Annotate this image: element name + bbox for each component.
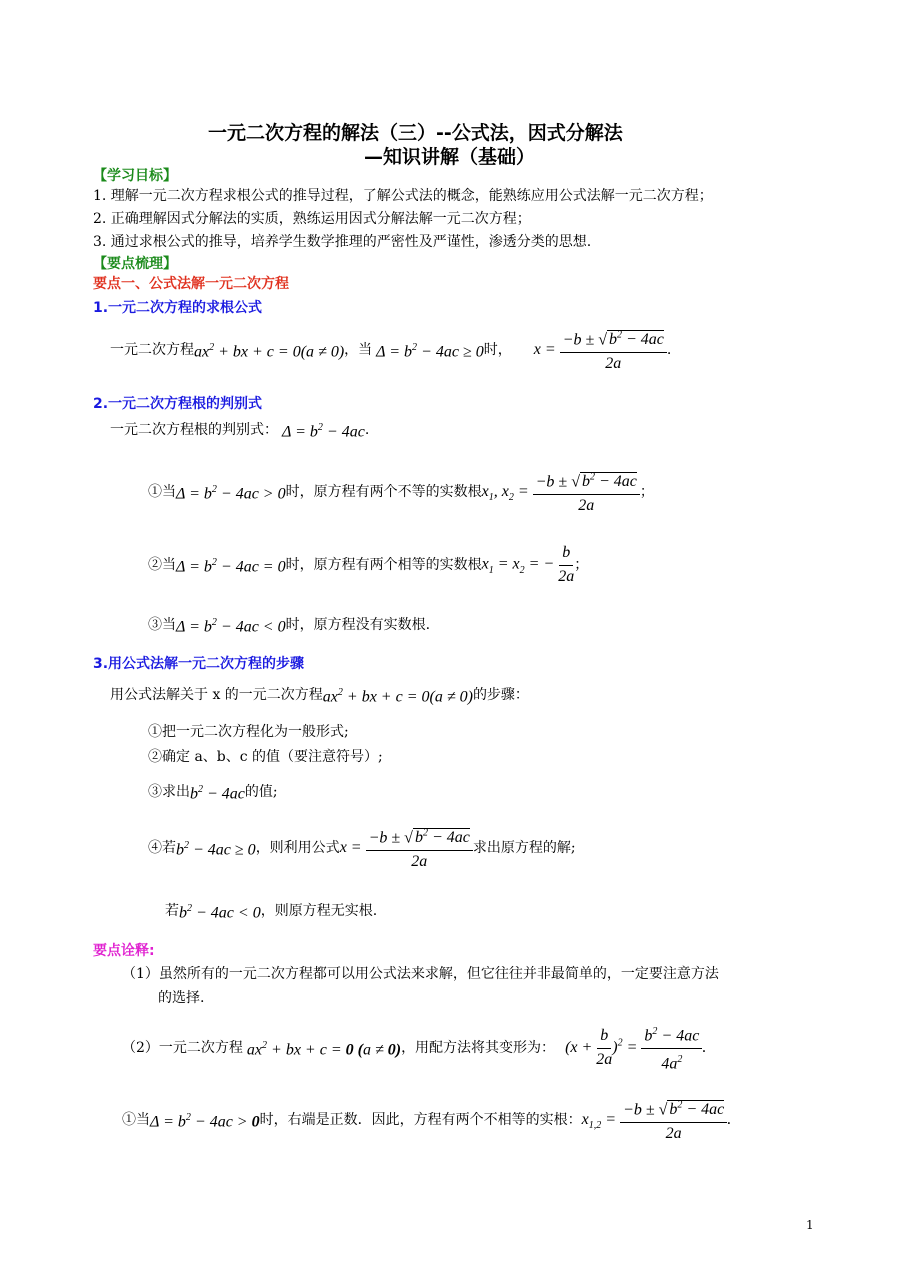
case2-roots: $x_1 = x_2$ = − $\frac{b}{2a}$ [481, 544, 575, 585]
s1-text-a: 一元二次方程 [110, 342, 194, 358]
s3-step3-a: ③求出 [148, 784, 190, 800]
discriminant-def: $\Delta = b^2 - 4ac$ [282, 421, 365, 441]
note3-line [122, 1090, 731, 1150]
s2-c1-b: 时，原方程有两个不等的实数根 [285, 484, 482, 500]
case1-roots: $x_1$, $x_2$ = $\frac{-b \pm √ b^2 - 4ac}{2a}$ [482, 467, 640, 517]
case3-condition: $\Delta = b^2 - 4ac < 0$ [176, 616, 286, 636]
note2-equation: $ax^2$ + bx + c = 0 (a ≠ 0) [246, 1039, 402, 1059]
general-equation: $ax^2$ + bx + c = 0(a ≠ 0) [194, 341, 345, 361]
s2-intro-line [110, 418, 369, 442]
s1-formula-line [110, 320, 671, 380]
note2-line [122, 1018, 706, 1078]
note2-a: （2）一元二次方程 [122, 1040, 243, 1056]
s2-case3 [148, 607, 430, 643]
s2-heading: 2.一元二次方程根的判别式 [93, 396, 263, 412]
s3-intro-line [110, 677, 529, 713]
s3-step5-b: ，则原方程无实根. [260, 903, 378, 919]
s3-step5 [165, 893, 377, 929]
note1-line2: 的选择. [158, 990, 205, 1006]
s2-c3-b: 时，原方程没有实数根. [285, 617, 431, 633]
s3-step2: ②确定 a、b、c 的值（要注意符号）; [148, 749, 383, 765]
page-subtitle: —知识讲解（基础） [364, 146, 536, 168]
s3-step4 [148, 818, 576, 878]
s3-step3-b: 的值; [244, 784, 278, 800]
note3-condition: $\Delta = b^2 - 4ac > 0$ [150, 1111, 260, 1131]
review-heading: 【要点梳理】 [93, 256, 177, 272]
s2-c2-b: 时，原方程有两个相等的实数根 [285, 557, 482, 573]
s1-text-b: ，当 [344, 342, 373, 358]
point1-heading: 要点一、公式法解一元二次方程 [93, 276, 289, 292]
goal-item-3: 3. 通过求根公式的推导，培养学生数学推理的严密性及严谨性，渗透分类的思想. [93, 234, 592, 250]
s3-step5-a: 若 [165, 903, 179, 919]
s2-intro: 一元二次方程根的判别式： [110, 422, 278, 438]
s2-c2-end: ； [574, 557, 589, 573]
s2-c1-end: ； [639, 484, 654, 500]
case2-condition: $\Delta = b^2 - 4ac = 0$ [176, 556, 286, 576]
note3-a: ①当 [122, 1112, 150, 1128]
note1-line1: （1）虽然所有的一元二次方程都可以用公式法来求解，但它往往并非最简单的，一定要注意方法 [122, 966, 719, 982]
s2-case1 [148, 462, 654, 522]
s3-heading: 3.用公式法解一元二次方程的步骤 [93, 656, 305, 672]
s2-c2-a: ②当 [148, 557, 176, 573]
s3-equation: $ax^2$ + bx + c = 0(a ≠ 0) [322, 686, 473, 706]
s3-step3 [148, 774, 278, 810]
goal-item-2: 2. 正确理解因式分解法的实质，熟练运用因式分解法解一元二次方程； [93, 211, 531, 227]
page-number: 1 [806, 1218, 814, 1232]
discriminant-nonneg: $\Delta = b^2 - 4ac \ge 0$ [376, 341, 484, 361]
notes-heading: 要点诠释: [93, 943, 155, 959]
s3-intro-b: 的步骤： [472, 687, 529, 703]
step5-condition: $b^2 - 4ac < 0$ [179, 902, 261, 922]
completed-square: (x + $\frac{b}{2a}$ )$^2$ = $\frac{b^2 - 4ac}{4a^2}$ . [565, 1021, 706, 1076]
s1-heading: 1.一元二次方程的求根公式 [93, 300, 263, 316]
s2-intro-end: . [364, 422, 370, 438]
step4-condition: $b^2 - 4ac \ge 0$ [176, 839, 256, 859]
s2-c3-a: ③当 [148, 617, 176, 633]
s3-step1: ①把一元二次方程化为一般形式; [148, 724, 349, 740]
s3-step4-a: ④若 [148, 840, 176, 856]
step3-expr: $b^2 - 4ac$ [190, 783, 245, 803]
s1-text-c: 时， [483, 342, 512, 358]
s3-intro-a: 用公式法解关于 x 的一元二次方程 [110, 687, 323, 703]
s1-end: . [666, 342, 672, 358]
step4-formula: x = $\frac{-b \pm √ b^2 - 4ac}{2a}$ [340, 823, 473, 873]
page-title: 一元二次方程的解法（三）--公式法，因式分解法 [208, 122, 623, 144]
s3-step4-c: 求出原方程的解; [472, 840, 576, 856]
s3-step4-b: ，则利用公式 [255, 840, 340, 856]
note3-b: 时，右端是正数．因此，方程有两个不相等的实根： [259, 1112, 582, 1128]
note2-b: ，用配方法将其变形为： [401, 1040, 556, 1056]
goal-item-1: 1. 理解一元二次方程求根公式的推导过程，了解公式法的概念，能熟练应用公式法解一元二次方程； [93, 188, 713, 204]
s2-c1-a: ①当 [148, 484, 176, 500]
note3-roots: $x_{1,2}$ = $\frac{-b \pm √ b^2 - 4ac}{2a}$ . [582, 1095, 732, 1145]
s2-case2 [148, 535, 588, 595]
goals-heading: 【学习目标】 [93, 168, 177, 184]
quadratic-formula: x = $\frac{-b \pm √ b^2 - 4ac}{2a}$ [534, 325, 667, 375]
case1-condition: $\Delta = b^2 - 4ac > 0$ [176, 483, 286, 503]
